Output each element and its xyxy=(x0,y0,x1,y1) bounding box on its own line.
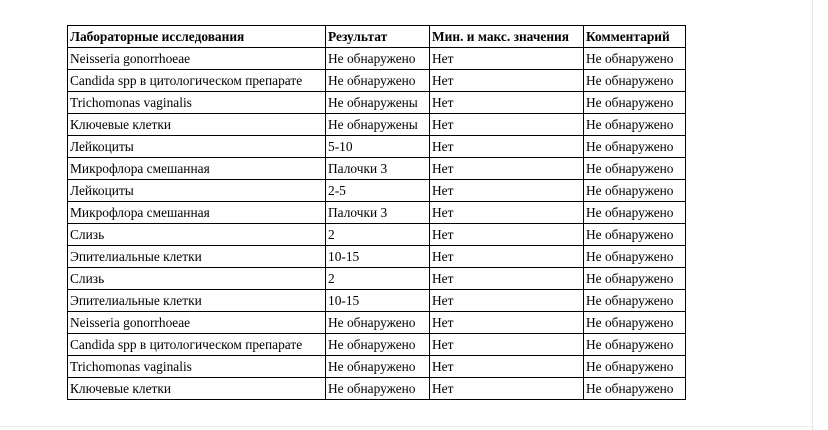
cell-min-max: Нет xyxy=(430,158,584,180)
cell-min-max: Нет xyxy=(430,268,584,290)
cell-comment: Не обнаружено xyxy=(584,312,686,334)
cell-result: Не обнаружено xyxy=(326,48,430,70)
cell-comment: Не обнаружено xyxy=(584,92,686,114)
table-row xyxy=(68,378,686,400)
cell-result: 5-10 xyxy=(326,136,430,158)
cell-min-max: Нет xyxy=(430,334,584,356)
header-test-name: Лабораторные исследования xyxy=(68,26,326,48)
table-row xyxy=(68,48,686,70)
cell-comment: Не обнаружено xyxy=(584,70,686,92)
cell-comment: Не обнаружено xyxy=(584,334,686,356)
header-min-max: Мин. и макс. значения xyxy=(430,26,584,48)
table-row xyxy=(68,136,686,158)
table-row xyxy=(68,114,686,136)
cell-comment: Не обнаружено xyxy=(584,136,686,158)
table-row xyxy=(68,224,686,246)
cell-min-max: Нет xyxy=(430,224,584,246)
cell-comment: Не обнаружено xyxy=(584,356,686,378)
cell-test-name: Ключевые клетки xyxy=(68,114,326,136)
header-comment: Комментарий xyxy=(584,26,686,48)
cell-comment: Не обнаружено xyxy=(584,290,686,312)
cell-min-max: Нет xyxy=(430,246,584,268)
cell-test-name: Микрофлора смешанная xyxy=(68,202,326,224)
cell-result: 2 xyxy=(326,268,430,290)
cell-result: 2 xyxy=(326,224,430,246)
table-row xyxy=(68,158,686,180)
cell-result: Не обнаружено xyxy=(326,378,430,400)
cell-test-name: Эпителиальные клетки xyxy=(68,246,326,268)
cell-comment: Не обнаружено xyxy=(584,202,686,224)
cell-comment: Не обнаружено xyxy=(584,224,686,246)
cell-result: 10-15 xyxy=(326,290,430,312)
cell-result: Палочки 3 xyxy=(326,202,430,224)
header-row xyxy=(68,26,686,48)
cell-comment: Не обнаружено xyxy=(584,268,686,290)
cell-test-name: Trichomonas vaginalis xyxy=(68,356,326,378)
table-row xyxy=(68,92,686,114)
table-row xyxy=(68,202,686,224)
cell-result: Не обнаружено xyxy=(326,356,430,378)
table-row xyxy=(68,70,686,92)
lab-results-table xyxy=(67,25,686,400)
cell-result: Не обнаружены xyxy=(326,92,430,114)
cell-result: Не обнаружены xyxy=(326,114,430,136)
cell-test-name: Neisseria gonorrhoeae xyxy=(68,48,326,70)
table-row xyxy=(68,334,686,356)
cell-test-name: Слизь xyxy=(68,268,326,290)
cell-test-name: Neisseria gonorrhoeae xyxy=(68,312,326,334)
cell-test-name: Слизь xyxy=(68,224,326,246)
cell-min-max: Нет xyxy=(430,290,584,312)
cell-comment: Не обнаружено xyxy=(584,180,686,202)
cell-comment: Не обнаружено xyxy=(584,246,686,268)
cell-result: Палочки 3 xyxy=(326,158,430,180)
cell-min-max: Нет xyxy=(430,180,584,202)
cell-test-name: Лейкоциты xyxy=(68,180,326,202)
page-bottom-divider xyxy=(0,426,813,427)
cell-test-name: Trichomonas vaginalis xyxy=(68,92,326,114)
cell-min-max: Нет xyxy=(430,48,584,70)
cell-min-max: Нет xyxy=(430,92,584,114)
cell-comment: Не обнаружено xyxy=(584,48,686,70)
table-row xyxy=(68,180,686,202)
table-row xyxy=(68,268,686,290)
cell-result: Не обнаружено xyxy=(326,70,430,92)
cell-result: 2-5 xyxy=(326,180,430,202)
cell-test-name: Микрофлора смешанная xyxy=(68,158,326,180)
table-row xyxy=(68,312,686,334)
cell-comment: Не обнаружено xyxy=(584,378,686,400)
cell-min-max: Нет xyxy=(430,378,584,400)
cell-result: 10-15 xyxy=(326,246,430,268)
cell-min-max: Нет xyxy=(430,202,584,224)
cell-min-max: Нет xyxy=(430,136,584,158)
cell-test-name: Candida spp в цитологическом препарате xyxy=(68,334,326,356)
cell-result: Не обнаружено xyxy=(326,312,430,334)
cell-comment: Не обнаружено xyxy=(584,158,686,180)
cell-test-name: Лейкоциты xyxy=(68,136,326,158)
table-row xyxy=(68,356,686,378)
cell-test-name: Ключевые клетки xyxy=(68,378,326,400)
table-row xyxy=(68,290,686,312)
cell-result: Не обнаружено xyxy=(326,334,430,356)
cell-min-max: Нет xyxy=(430,114,584,136)
table-header xyxy=(68,26,686,48)
table-row xyxy=(68,246,686,268)
page-edge-divider xyxy=(812,0,813,430)
cell-min-max: Нет xyxy=(430,356,584,378)
cell-min-max: Нет xyxy=(430,312,584,334)
header-result: Результат xyxy=(326,26,430,48)
table-body xyxy=(68,48,686,400)
cell-test-name: Эпителиальные клетки xyxy=(68,290,326,312)
cell-comment: Не обнаружено xyxy=(584,114,686,136)
cell-test-name: Candida spp в цитологическом препарате xyxy=(68,70,326,92)
cell-min-max: Нет xyxy=(430,70,584,92)
